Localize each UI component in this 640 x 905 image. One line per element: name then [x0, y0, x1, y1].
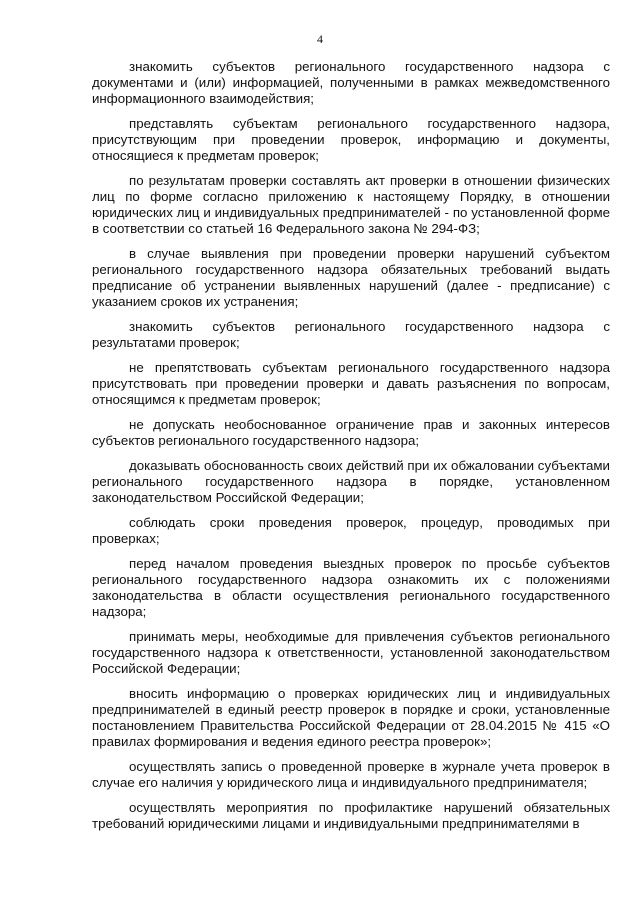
paragraph-9: соблюдать сроки проведения проверок, процедур, проводимых при проверках; — [92, 515, 610, 546]
paragraph-11: принимать меры, необходимые для привлечения субъектов регионального государственного надзора к ответственности, установленной законодательством Российской Федерации; — [92, 629, 610, 676]
paragraph-5: знакомить субъектов регионального государственного надзора с результатами проверок; — [92, 319, 610, 350]
paragraph-4: в случае выявления при проведении проверки нарушений субъектом регионального государственного надзора обязательных требований выдать предписание об устранении выявленных нарушений (далее - предписание) с указанием сроков их устранения; — [92, 246, 610, 309]
paragraph-1: знакомить субъектов регионального государственного надзора с документами и (или) информацией, полученными в рамках межведомственного информационного взаимодействия; — [92, 59, 610, 106]
paragraph-13: осуществлять запись о проведенной проверке в журнале учета проверок в случае его наличия у юридического лица и индивидуального предпринимателя; — [92, 759, 610, 790]
paragraph-7: не допускать необоснованное ограничение прав и законных интересов субъектов регионального государственного надзора; — [92, 417, 610, 448]
paragraph-14: осуществлять мероприятия по профилактике нарушений обязательных требований юридическими лицами и индивидуальными предпринимателями в — [92, 800, 610, 831]
paragraph-2: представлять субъектам регионального государственного надзора, присутствующим при проведении проверок, информацию и документы, относящиеся к предметам проверок; — [92, 116, 610, 163]
paragraph-3: по результатам проверки составлять акт проверки в отношении физических лиц по форме согласно приложению к настоящему Порядку, в отношении юридических лиц и индивидуальных предпринимателей - по установленной форме в соответствии со статьей 16 Федерального закона № 294-ФЗ; — [92, 173, 610, 236]
paragraph-8: доказывать обоснованность своих действий при их обжаловании субъектами регионального государственного надзора в порядке, установленном законодательством Российской Федерации; — [92, 458, 610, 505]
paragraph-10: перед началом проведения выездных проверок по просьбе субъектов регионального государственного надзора ознакомить их с положениями законодательства в области осуществления регионального государственного надзора; — [92, 556, 610, 619]
paragraph-6: не препятствовать субъектам регионального государственного надзора присутствовать при проведении проверки и давать разъяснения по вопросам, относящимся к предметам проверок; — [92, 360, 610, 407]
paragraph-12: вносить информацию о проверках юридических лиц и индивидуальных предпринимателей в единый реестр проверок в порядке и сроки, установленные постановлением Правительства Российской Федерации от 28.04.2015 № 415 «О правилах формирования и ведения единого реестра проверок»; — [92, 686, 610, 749]
page-number: 4 — [317, 32, 323, 46]
document-body — [92, 59, 610, 841]
